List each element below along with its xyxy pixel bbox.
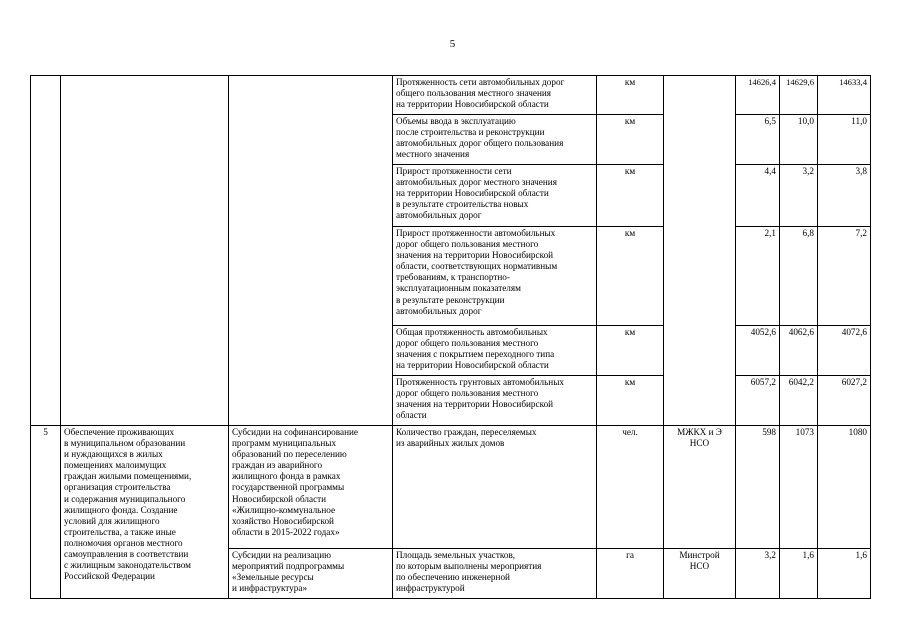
indicator-line: значения с покрытием переходного типа [396, 349, 555, 360]
value-cell: 4052,6 [736, 326, 780, 376]
value-cell: 6057,2 [736, 376, 780, 426]
indicator-line: на территории Новосибирской области [396, 188, 549, 199]
value-cell: 2,1 [736, 227, 780, 326]
indicator-line: значения на территории Новосибирской [396, 399, 554, 410]
unit-cell: км [597, 115, 664, 165]
indicator-line: после строительства и реконструкции [396, 127, 545, 138]
subsidy-line: «Жилищно-коммунальное [232, 504, 336, 515]
value-cell: 11,0 [818, 115, 871, 165]
indicator-line: Количество граждан, переселяемых [396, 427, 537, 437]
value-cell: 598 [736, 426, 780, 549]
responsible-cell [664, 549, 736, 599]
page-number: 5 [449, 38, 456, 50]
indicator-line: из аварийных жилых домов [396, 438, 505, 449]
indicator-line: автомобильных дорог [396, 210, 482, 221]
goal-line: жилищного фонда. Создание [64, 504, 178, 515]
subsidy-cell [229, 76, 393, 426]
unit-cell: км [597, 76, 664, 115]
subsidy-line: Субсидии на софинансирование [232, 427, 358, 437]
subsidy-line: государственной программы [232, 482, 345, 493]
indicator-line: на территории Новосибирской области [396, 99, 549, 110]
goal-line: Обеспечение проживающих [64, 427, 175, 437]
unit-cell: км [597, 165, 664, 227]
indicator-line: местного значения [396, 149, 470, 160]
indicator-line: в результате реконструкции [396, 294, 505, 305]
goal-cell [61, 76, 229, 426]
value-cell: 3,2 [780, 165, 818, 227]
goal-cell [61, 426, 229, 599]
value-cell: 1,6 [818, 549, 871, 599]
unit-cell: км [597, 326, 664, 376]
indicator-line: области [396, 410, 427, 421]
value-cell: 6042,2 [780, 376, 818, 426]
subsidy-line: образований по переселению [232, 449, 347, 460]
indicator-line: Объемы ввода в эксплуатацию [396, 116, 516, 126]
table-row [31, 76, 871, 115]
indicator-line: области, соответствующих нормативным [396, 261, 558, 272]
responsible-line: Минстрой [679, 550, 720, 560]
goal-line: и нуждающихся в жилых [64, 449, 163, 460]
indicator-line: Протяженность сети автомобильных дорог [396, 77, 565, 87]
indicator-cell [393, 426, 597, 549]
responsible-cell [664, 76, 736, 426]
responsible-cell [664, 426, 736, 549]
value-cell: 6,5 [736, 115, 780, 165]
value-cell: 14626,4 [736, 76, 780, 115]
responsible-line: НСО [689, 438, 710, 449]
subsidy-line: граждан из аварийного [232, 460, 323, 471]
value-cell: 10,0 [780, 115, 818, 165]
indicator-line: Общая протяженность автомобильных [396, 327, 548, 337]
indicator-line: общего пользования местного значения [396, 88, 552, 99]
value-cell: 4,4 [736, 165, 780, 227]
goal-line: граждан жилыми помещениями, [64, 471, 192, 482]
indicator-cell [393, 115, 597, 165]
indicator-line: Прирост протяженности сети [396, 166, 512, 176]
value-cell: 6,8 [780, 227, 818, 326]
indicator-line: дорог общего пользования местного [396, 388, 539, 399]
indicator-line: Прирост протяженности автомобильных [396, 228, 556, 238]
indicator-cell [393, 165, 597, 227]
goal-line: организация строительства [64, 482, 171, 493]
value-cell: 1,6 [780, 549, 818, 599]
indicator-cell [393, 549, 597, 599]
indicator-line: инфраструктурой [396, 583, 465, 594]
value-cell: 4072,6 [818, 326, 871, 376]
value-cell: 1080 [818, 426, 871, 549]
unit-cell: км [597, 376, 664, 426]
goal-line: помещениях малоимущих [64, 460, 167, 471]
indicator-line: в результате строительства новых [396, 199, 529, 210]
indicator-cell [393, 227, 597, 326]
indicator-cell [393, 76, 597, 115]
goal-line: полномочия органов местного [64, 537, 183, 548]
subsidy-line: жилищного фонда в рамках [232, 471, 341, 482]
subsidy-line: мероприятий подпрограммы [232, 561, 345, 572]
subsidy-line: «Земельные ресурсы [232, 572, 314, 583]
value-cell: 7,2 [818, 227, 871, 326]
subsidy-line: программ муниципальных [232, 438, 337, 449]
indicator-line: требованиям, к транспортно- [396, 272, 510, 283]
subsidy-line: Новосибирской области [232, 493, 327, 504]
goal-line: Российской Федерации [64, 571, 155, 582]
value-cell: 4062,6 [780, 326, 818, 376]
goal-line: в муниципальном образовании [64, 438, 186, 449]
goal-line: с жилищным законодательством [64, 560, 191, 571]
value-cell: 14633,4 [818, 76, 871, 115]
goal-line: строительства, а также иные [64, 526, 176, 537]
subsidy-line: области в 2015-2022 годах» [232, 526, 340, 537]
unit-cell: чел. [597, 426, 664, 549]
responsible-line: НСО [689, 561, 710, 572]
subsidy-cell [229, 426, 393, 549]
unit-cell: км [597, 227, 664, 326]
subsidy-line: Субсидии на реализацию [232, 550, 331, 560]
indicator-line: эксплуатационным показателям [396, 283, 521, 294]
value-cell: 3,8 [818, 165, 871, 227]
goal-line: условий для жилищного [64, 515, 160, 526]
table-row [31, 426, 871, 549]
unit-cell: га [597, 549, 664, 599]
value-cell: 3,2 [736, 549, 780, 599]
value-cell: 6027,2 [818, 376, 871, 426]
indicator-line: автомобильных дорог местного значения [396, 177, 557, 188]
indicator-cell [393, 326, 597, 376]
indicator-line: Площадь земельных участков, [396, 550, 516, 560]
number-cell: 5 [31, 426, 61, 599]
indicator-line: значения на территории Новосибирской [396, 250, 554, 261]
indicator-line: по которым выполнены мероприятия [396, 561, 542, 572]
goal-line: и содержания муниципального [64, 493, 186, 504]
indicator-line: на территории Новосибирской области [396, 360, 549, 371]
value-cell: 14629,6 [780, 76, 818, 115]
responsible-line: МЖКХ и Э [677, 427, 722, 437]
subsidy-line: и инфраструктура» [232, 583, 308, 594]
indicator-line: дорог общего пользования местного [396, 338, 539, 349]
indicators-table [30, 75, 871, 599]
subsidy-line: хозяйство Новосибирской [232, 515, 334, 526]
value-cell: 1073 [780, 426, 818, 549]
indicator-line: автомобильных дорог общего пользования [396, 138, 564, 149]
goal-line: самоуправления в соответствии [64, 549, 189, 560]
number-cell [31, 76, 61, 426]
indicator-line: автомобильных дорог [396, 305, 482, 316]
indicator-line: Протяженность грунтовых автомобильных [396, 377, 564, 387]
indicator-cell [393, 376, 597, 426]
indicator-line: по обеспечению инженерной [396, 572, 510, 583]
subsidy-cell [229, 549, 393, 599]
indicator-line: дорог общего пользования местного [396, 239, 539, 250]
